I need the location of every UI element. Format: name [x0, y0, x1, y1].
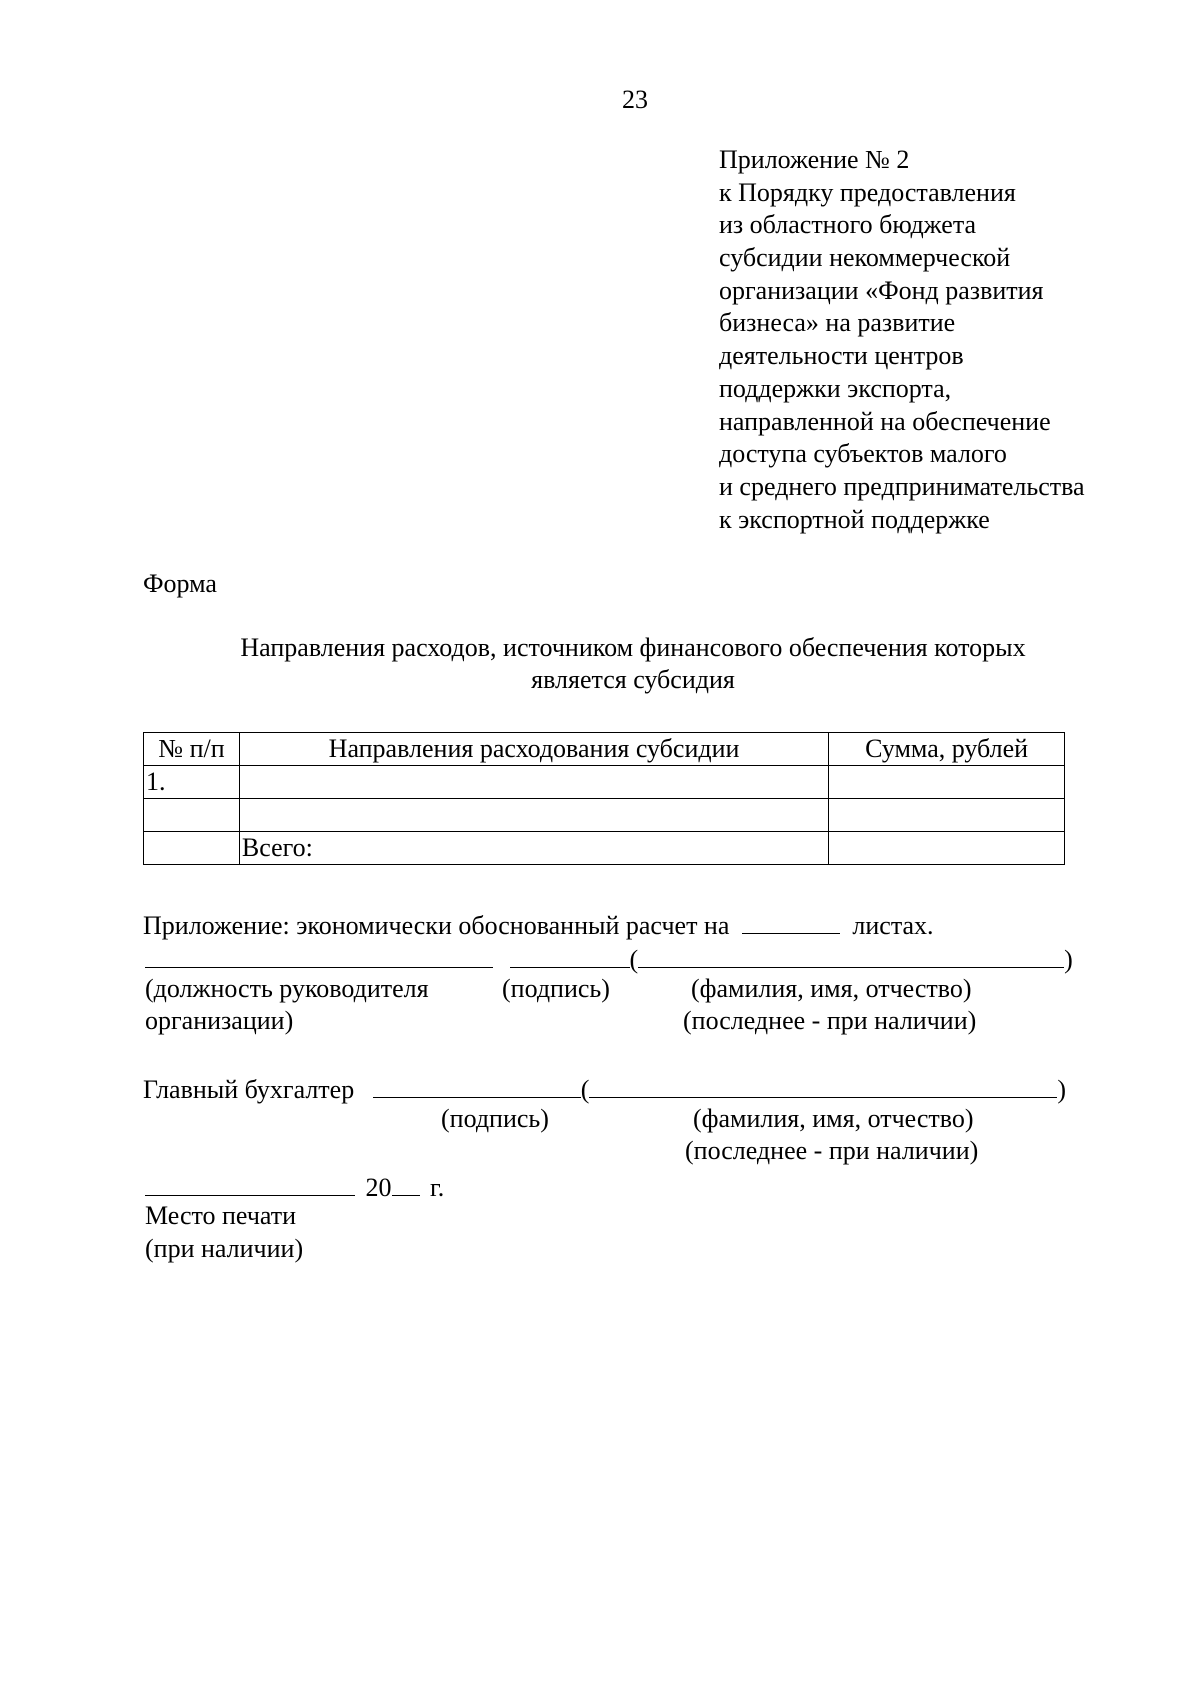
open-paren: ( [580, 1075, 590, 1104]
appendix-line: деятельности центров [719, 341, 964, 371]
expenses-table [143, 732, 1065, 865]
year-suffix: г. [430, 1173, 445, 1202]
name-caption-1: (фамилия, имя, отчество) [691, 974, 972, 1003]
accountant-name-caption-2: (последнее - при наличии) [685, 1136, 979, 1165]
accountant-name-field[interactable] [589, 1070, 1057, 1098]
appendix-line: Приложение № 2 [719, 145, 910, 174]
appendix-line: бизнеса» на развитие [719, 308, 956, 338]
position-field[interactable] [145, 940, 493, 968]
header-cell-number: № п/п [144, 733, 240, 766]
table-row [144, 766, 1065, 799]
table-row [144, 799, 1065, 832]
table-cell[interactable] [144, 799, 240, 832]
form-label: Форма [143, 569, 217, 598]
sheet-count-field[interactable] [742, 906, 840, 934]
table-cell[interactable] [239, 799, 828, 832]
table-cell-total-amount[interactable] [829, 832, 1065, 865]
table-cell[interactable] [239, 766, 828, 799]
table-cell[interactable] [829, 766, 1065, 799]
title-line-1: Направления расходов, источником финансового обеспечения которых [240, 633, 1026, 662]
accountant-signature-caption: (подпись) [441, 1104, 549, 1133]
appendix-line: направленной на обеспечение [719, 406, 1051, 436]
accountant-line [143, 1070, 1066, 1106]
table-cell-total-label: Всего: [239, 832, 828, 865]
appendix-block [719, 144, 1085, 536]
table-row-total [144, 832, 1065, 865]
attachment-line [143, 906, 934, 942]
head-signature-line [145, 940, 1073, 974]
table-cell[interactable] [144, 832, 240, 865]
year-prefix: 20 [365, 1173, 392, 1202]
appendix-line: доступа субъектов малого [719, 439, 1007, 469]
title-line-2: является субсидия [531, 665, 735, 694]
header-cell-amount: Сумма, рублей [829, 733, 1065, 766]
appendix-line: к экспортной поддержке [719, 504, 990, 534]
date-field[interactable] [145, 1168, 355, 1196]
table-cell[interactable] [829, 799, 1065, 832]
close-paren: ) [1057, 1075, 1067, 1104]
appendix-line: организации «Фонд развития [719, 275, 1044, 305]
document-title [143, 632, 1123, 696]
position-caption-1: (должность руководителя [145, 974, 429, 1003]
attachment-text: Приложение: экономически обоснованный расчет на [143, 911, 730, 940]
accountant-name-caption-1: (фамилия, имя, отчество) [693, 1104, 974, 1133]
signature-caption: (подпись) [502, 974, 610, 1003]
appendix-line: и среднего предпринимательства [719, 471, 1085, 501]
appendix-line: к Порядку предоставления [719, 177, 1016, 207]
appendix-line: субсидии некоммерческой [719, 243, 1011, 273]
year-field[interactable] [392, 1168, 420, 1196]
attachment-suffix: листах. [852, 911, 934, 940]
header-cell-direction: Направления расходования субсидии [239, 733, 828, 766]
table-cell[interactable]: 1. [144, 766, 240, 799]
table-header-row [144, 733, 1065, 766]
open-paren: ( [629, 945, 639, 974]
appendix-line: поддержки экспорта, [719, 373, 952, 403]
date-line [145, 1168, 444, 1204]
stamp-caption-2: (при наличии) [145, 1234, 304, 1263]
appendix-line: из областного бюджета [719, 210, 977, 240]
accountant-label: Главный бухгалтер [143, 1075, 355, 1104]
signature-field[interactable] [510, 940, 630, 968]
full-name-field[interactable] [638, 940, 1064, 968]
page-number: 23 [622, 85, 648, 114]
close-paren: ) [1064, 945, 1073, 974]
position-caption-2: организации) [145, 1006, 294, 1035]
name-caption-2: (последнее - при наличии) [683, 1006, 977, 1035]
accountant-signature-field[interactable] [373, 1070, 581, 1098]
stamp-caption-1: Место печати [145, 1201, 297, 1230]
